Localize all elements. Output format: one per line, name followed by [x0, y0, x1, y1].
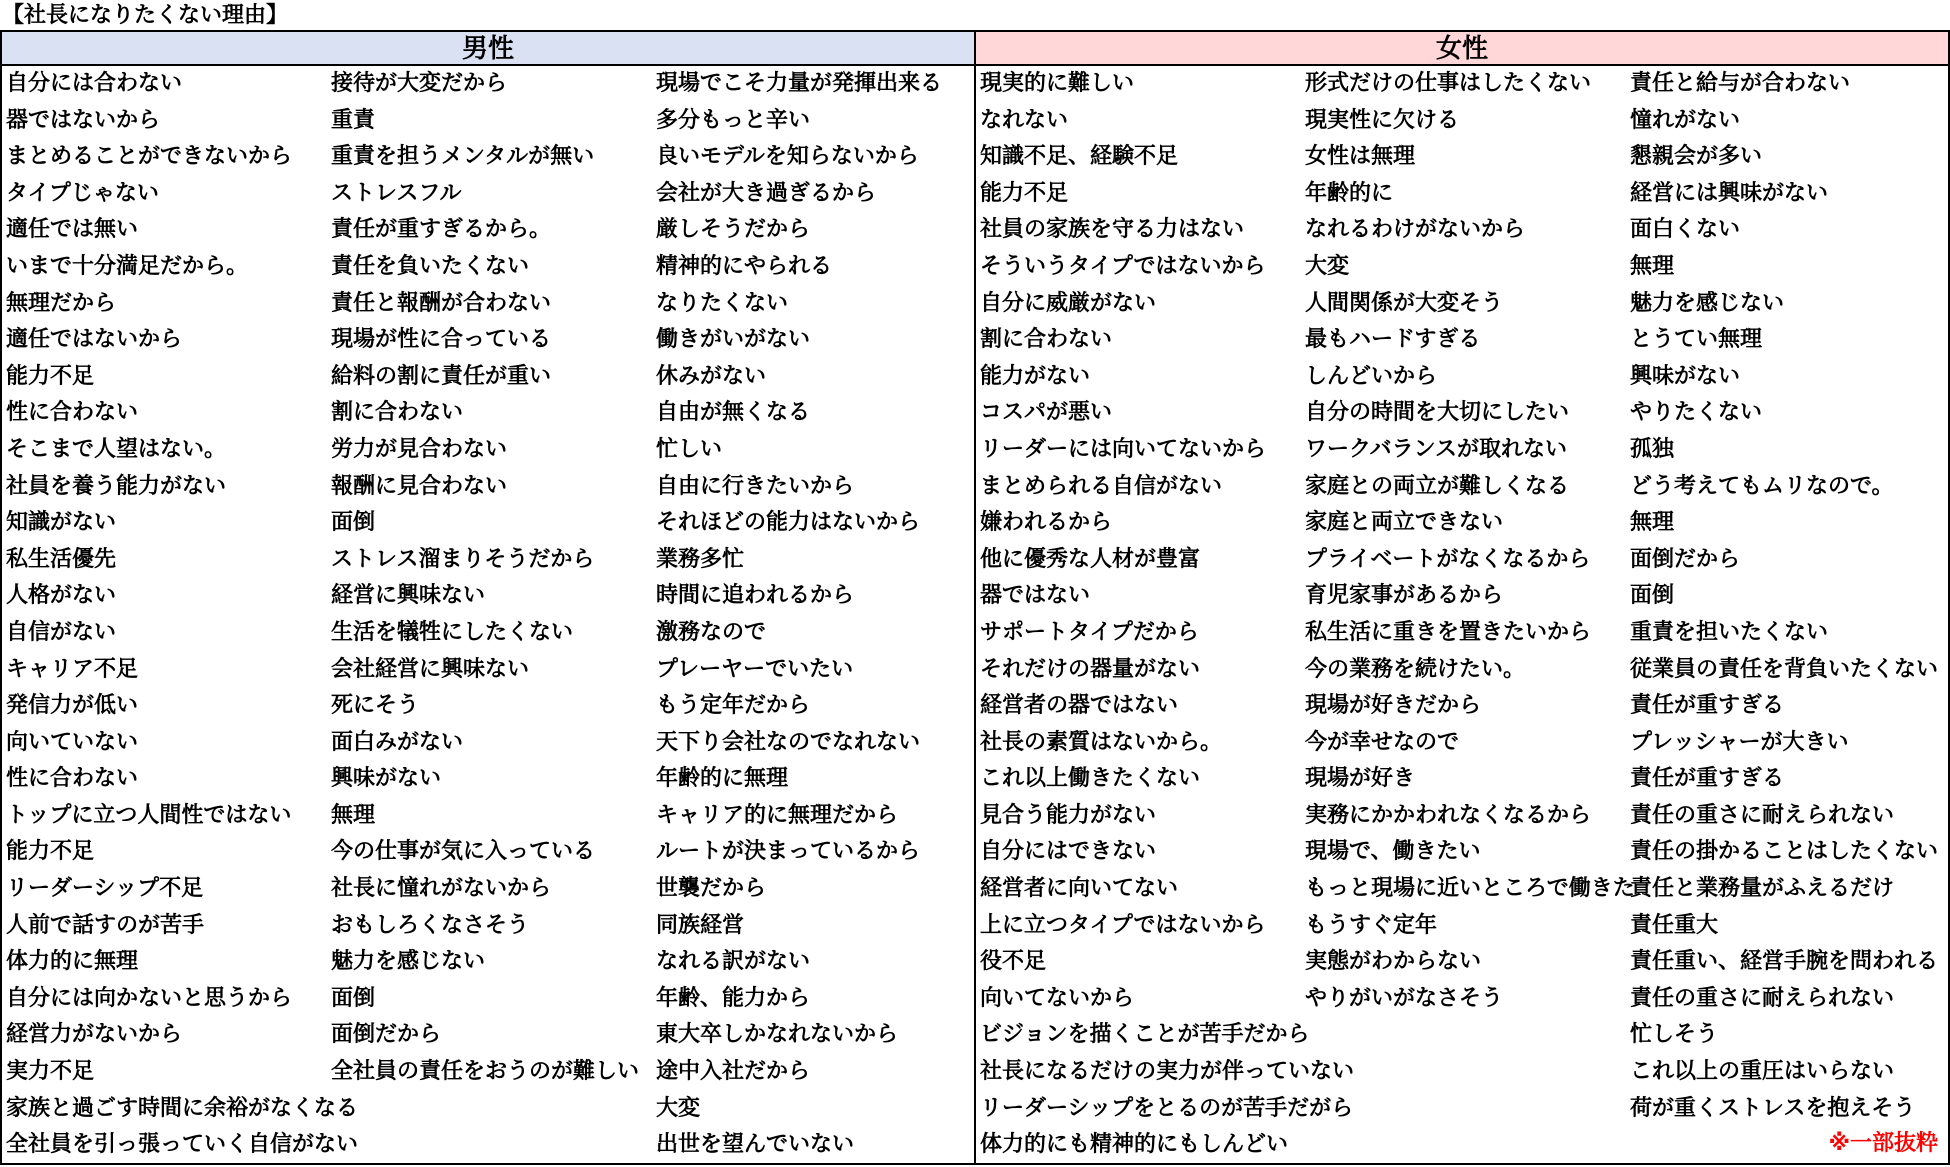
table-cell: 責任重大 [1630, 912, 1719, 938]
table-cell: ルートが決まっているから [656, 839, 921, 865]
table-cell: 人間関係が大変そう [1305, 290, 1504, 316]
table-cell: 面倒だから [331, 1022, 442, 1048]
table-cell: リーダーシップ不足 [6, 876, 204, 902]
table-cell: 精神的にやられる [656, 253, 833, 279]
table-cell: 現場が好き [1305, 766, 1416, 792]
table-cell: 経営力がないから [6, 1022, 183, 1048]
table-cell: 今が幸せなので [1305, 729, 1460, 755]
table-cell: 実態がわからない [1305, 949, 1482, 975]
table-cell: 能力不足 [980, 180, 1069, 206]
table-cell: そういうタイプではないから [980, 253, 1266, 279]
table-cell [1301, 1054, 1626, 1091]
table-cell: 器ではないから [6, 107, 161, 133]
table-cell: 自分にはできない [980, 839, 1157, 865]
table-cell [327, 1127, 652, 1164]
table-cell: 給料の割に責任が重い [331, 363, 552, 389]
table-cell: 適任では無い [6, 217, 139, 243]
table-cell: 従業員の責任を背負いたくない [1630, 656, 1939, 682]
table-cell: 面倒 [331, 985, 376, 1011]
table-cell: 責任の重さに耐えられない [1630, 802, 1895, 828]
table-cell: 実務にかかわれなくなるから [1305, 802, 1592, 828]
table-cell: 魅力を感じない [331, 949, 486, 975]
table-cell: 知識不足、経験不足 [980, 144, 1179, 170]
table-cell: 経営者に向いてない [980, 876, 1179, 902]
table-cell: 現場が性に合っている [331, 327, 552, 353]
table-cell: 育児家事があるから [1305, 583, 1504, 609]
table-cell: 無理 [1630, 253, 1675, 279]
table-cell: 今の仕事が気に入っている [331, 839, 596, 865]
table-cell: なれる訳がない [656, 949, 811, 975]
table-cell: リーダーには向いてないから [980, 436, 1267, 462]
table-cell: 年齢的に [1305, 180, 1394, 206]
table-cell: 嫌われるから [980, 510, 1113, 536]
table-cell: 重責を担いたくない [1630, 619, 1829, 645]
table-cell: 大変 [1305, 253, 1350, 279]
table-cell: 厳しそうだから [656, 217, 811, 243]
table-cell: 激務なので [656, 619, 767, 645]
table-cell: プレーヤーでいたい [656, 656, 854, 682]
table-cell: 労力が見合わない [331, 436, 508, 462]
table-cell: サポートタイプだから [980, 619, 1199, 645]
table-cell: 向いていない [6, 729, 139, 755]
table-cell: 今の業務を続けたい。 [1305, 656, 1526, 682]
table-cell: 社長に憧れがないから [331, 876, 552, 902]
table-cell: しんどいから [1305, 363, 1438, 389]
table-cell: 重責を担うメンタルが無い [331, 144, 595, 170]
table-cell: 現場で、働きたい [1305, 839, 1481, 865]
table-cell: ストレスフル [331, 180, 462, 206]
table-cell: 経営には興味がない [1630, 180, 1829, 206]
table-cell: 責任が重すぎる [1630, 693, 1785, 719]
table-cell: なれるわけがないから [1305, 217, 1526, 243]
table-cell: 重責 [331, 107, 376, 133]
table-cell: 時間に追われるから [656, 583, 855, 609]
table-cell: 家庭との両立が難しくなる [1305, 473, 1570, 499]
page-title: 【社長になりたくない理由】 [2, 3, 289, 28]
table-cell: 全社員を引っ張っていく自信がない [6, 1132, 359, 1158]
table-cell: 自信がない [6, 619, 117, 645]
table-cell: そこまで人望はない。 [6, 436, 227, 462]
reasons-table [0, 30, 1950, 1167]
table-cell: やりたくない [1630, 400, 1763, 426]
table-cell: 上に立つタイプではないから [980, 912, 1266, 938]
table-cell: 年齢的に無理 [656, 766, 789, 792]
table-cell: 経営に興味ない [331, 583, 486, 609]
table-cell: プレッシャーが大きい [1630, 729, 1849, 755]
table-cell: 責任の重さに耐えられない [1630, 985, 1895, 1011]
table-cell: 報酬に見合わない [331, 473, 508, 499]
table-cell: ストレス溜まりそうだから [331, 546, 595, 572]
table-cell: 責任重い、経営手腕を問われる [1630, 949, 1939, 975]
table-cell: 現場が好きだから [1305, 693, 1482, 719]
table-cell: 発信力が低い [6, 693, 139, 719]
table-cell: プライベートがなくなるから [1305, 546, 1591, 572]
table-cell: 実力不足 [6, 1059, 95, 1085]
table-cell: 人前で話すのが苦手 [6, 912, 205, 938]
table-cell: 割に合わない [980, 327, 1113, 353]
table-cell: いまで十分満足だから。 [6, 253, 249, 279]
table-cell: 責任が重すぎる [1630, 766, 1785, 792]
table-cell: 会社経営に興味ない [331, 656, 530, 682]
table-cell: 面倒 [1630, 583, 1675, 609]
table-cell: 面倒 [331, 510, 376, 536]
table-cell [1301, 1091, 1626, 1128]
table-cell: 懇親会が多い [1630, 144, 1763, 170]
table-cell: 体力的に無理 [6, 949, 139, 975]
table-cell: 器ではない [980, 583, 1091, 609]
table-cell: 責任の掛かることはしたくない [1630, 839, 1939, 865]
table-cell: 業務多忙 [656, 546, 745, 572]
table-cell: 現実的に難しい [980, 71, 1135, 96]
table-cell: 家庭と両立できない [1305, 510, 1504, 536]
table-cell: どう考えてもムリなので。 [1630, 473, 1894, 499]
table-cell: 能力不足 [6, 363, 95, 389]
table-cell: タイプじゃない [6, 180, 159, 206]
table-cell: 自分に威厳がない [980, 290, 1157, 316]
table-cell: 責任と業務量がふえるだけ [1630, 876, 1895, 902]
table-cell [1301, 1017, 1626, 1054]
table-cell: 出世を望んでいない [656, 1132, 855, 1158]
table-cell: 無理 [331, 802, 376, 828]
table-cell: 面白くない [1630, 217, 1741, 243]
table-cell: なれない [980, 107, 1069, 133]
table-cell: 途中入社だから [656, 1059, 811, 1085]
table-cell: 会社が大き過ぎるから [656, 180, 877, 206]
male-column-2 [327, 66, 652, 1164]
table-cell: まとめることができないから [6, 144, 293, 170]
female-header: 女性 [976, 32, 1948, 66]
table-cell: ワークバランスが取れない [1305, 436, 1568, 462]
table-cell: 自由が無くなる [656, 400, 811, 426]
table-cell: それだけの器量がない [980, 656, 1201, 682]
table-cell: おもしろくなさそう [331, 912, 530, 938]
table-cell: 社長になるだけの実力が伴っていない [980, 1059, 1355, 1085]
table-cell: 面白みがない [331, 729, 464, 755]
table-cell: 経営者の器ではない [980, 693, 1179, 719]
table-cell: 東大卒しかなれないから [656, 1022, 899, 1048]
table-cell: もう定年だから [656, 693, 811, 719]
table-cell: 性に合わない [6, 766, 139, 792]
table-cell: 面倒だから [1630, 546, 1741, 572]
table-cell: 責任を負いたくない [331, 253, 530, 279]
table-cell: 私生活優先 [6, 546, 117, 572]
table-cell: やりがいがなさそう [1305, 985, 1504, 1011]
table-cell: 荷が重くストレスを抱えそう [1630, 1095, 1916, 1121]
table-cell: これ以上の重圧はいらない [1630, 1059, 1895, 1085]
table-cell: 社員を養う能力がない [6, 473, 227, 499]
table-cell: 能力不足 [6, 839, 95, 865]
table-cell: それほどの能力はないから [656, 510, 921, 536]
table-cell: 良いモデルを知らないから [656, 144, 919, 170]
table-cell: 家族と過ごす時間に余裕がなくなる [6, 1095, 359, 1121]
table-cell: 大変 [656, 1095, 701, 1121]
excerpt-note: ※一部抜粋 [1828, 1131, 1938, 1156]
table-cell: 社長の素質はないから。 [980, 729, 1223, 755]
male-panel [0, 30, 976, 1165]
table-cell: コスパが悪い [980, 400, 1113, 426]
table-cell: 責任が重すぎるから。 [331, 217, 552, 243]
table-cell: 責任と報酬が合わない [331, 290, 552, 316]
table-cell: とうてい無理 [1630, 327, 1763, 353]
table-cell: 興味がない [1630, 363, 1741, 389]
table-cell: 社員の家族を守る力はない [980, 217, 1245, 243]
table-cell: キャリア不足 [6, 656, 139, 682]
table-cell: キャリア的に無理だから [656, 802, 899, 828]
table-cell: 魅力を感じない [1630, 290, 1785, 316]
table-cell: 無理だから [6, 290, 117, 316]
female-column-3 [1626, 66, 1950, 1164]
table-cell: 体力的にも精神的にもしんどい [980, 1132, 1289, 1158]
table-cell: 多分もっと辛い [656, 107, 811, 133]
table-cell: なりたくない [656, 290, 789, 316]
male-header: 男性 [2, 32, 974, 66]
table-cell: 自由に行きたいから [656, 473, 855, 499]
table-cell: トップに立つ人間性ではない [6, 802, 292, 828]
table-cell: リーダーシップをとるのが苦手だがら [980, 1095, 1354, 1121]
table-cell: 自分の時間を大切にしたい [1305, 400, 1570, 426]
table-cell: 生活を犠牲にしたくない [331, 619, 574, 645]
table-cell: 適任ではないから [6, 327, 183, 353]
table-cell: 憧れがない [1630, 107, 1741, 133]
table-cell: 最もハードすぎる [1305, 327, 1481, 353]
table-cell: 割に合わない [331, 400, 464, 426]
table-cell: 形式だけの仕事はしたくない [1305, 71, 1592, 96]
male-column-3 [652, 66, 976, 1164]
table-cell: 無理 [1630, 510, 1675, 536]
table-cell: 知識がない [6, 510, 117, 536]
table-cell: 天下り会社なのでなれない [656, 729, 921, 755]
table-cell: 責任と給与が合わない [1630, 71, 1851, 96]
table-cell: 年齢、能力から [656, 985, 811, 1011]
table-cell: もうすぐ定年 [1305, 912, 1438, 938]
table-cell: 自分には合わない [6, 71, 183, 96]
table-cell: 忙しそう [1630, 1022, 1719, 1048]
table-cell: 全社員の責任をおうのが難しい [331, 1059, 640, 1085]
table-cell [1301, 1127, 1626, 1164]
table-cell: 向いてないから [980, 985, 1135, 1011]
table-cell: 自分には向かないと思うから [6, 985, 293, 1011]
table-cell: もっと現場に近いところで働きた [1305, 876, 1635, 902]
table-cell: まとめられる自信がない [980, 473, 1223, 499]
table-cell: 現実性に欠ける [1305, 107, 1460, 133]
table-cell [327, 1091, 652, 1128]
table-cell: これ以上働きたくない [980, 766, 1201, 792]
table-cell: 他に優秀な人材が豊富 [980, 546, 1201, 572]
table-cell: 現場でこそ力量が発揮出来る [656, 71, 943, 96]
table-cell: 同族経営 [656, 912, 745, 938]
table-cell: 性に合わない [6, 400, 139, 426]
table-cell: 女性は無理 [1305, 144, 1416, 170]
table-cell: 休みがない [656, 363, 767, 389]
table-cell: 世襲だから [656, 876, 767, 902]
table-cell: 能力がない [980, 363, 1091, 389]
table-cell: 孤独 [1630, 436, 1675, 462]
table-cell: 私生活に重きを置きたいから [1305, 619, 1592, 645]
table-cell: 忙しい [656, 436, 723, 462]
table-cell: 人格がない [6, 583, 117, 609]
female-panel [974, 30, 1950, 1165]
table-cell: 役不足 [980, 949, 1047, 975]
table-cell: 見合う能力がない [980, 802, 1157, 828]
table-cell: 働きがいがない [656, 327, 811, 353]
table-cell: 興味がない [331, 766, 442, 792]
female-column-2 [1301, 66, 1635, 1164]
table-cell: 死にそう [331, 693, 420, 719]
table-cell: 接待が大変だから [331, 71, 508, 96]
table-cell: ビジョンを描くことが苦手だから [980, 1022, 1310, 1048]
